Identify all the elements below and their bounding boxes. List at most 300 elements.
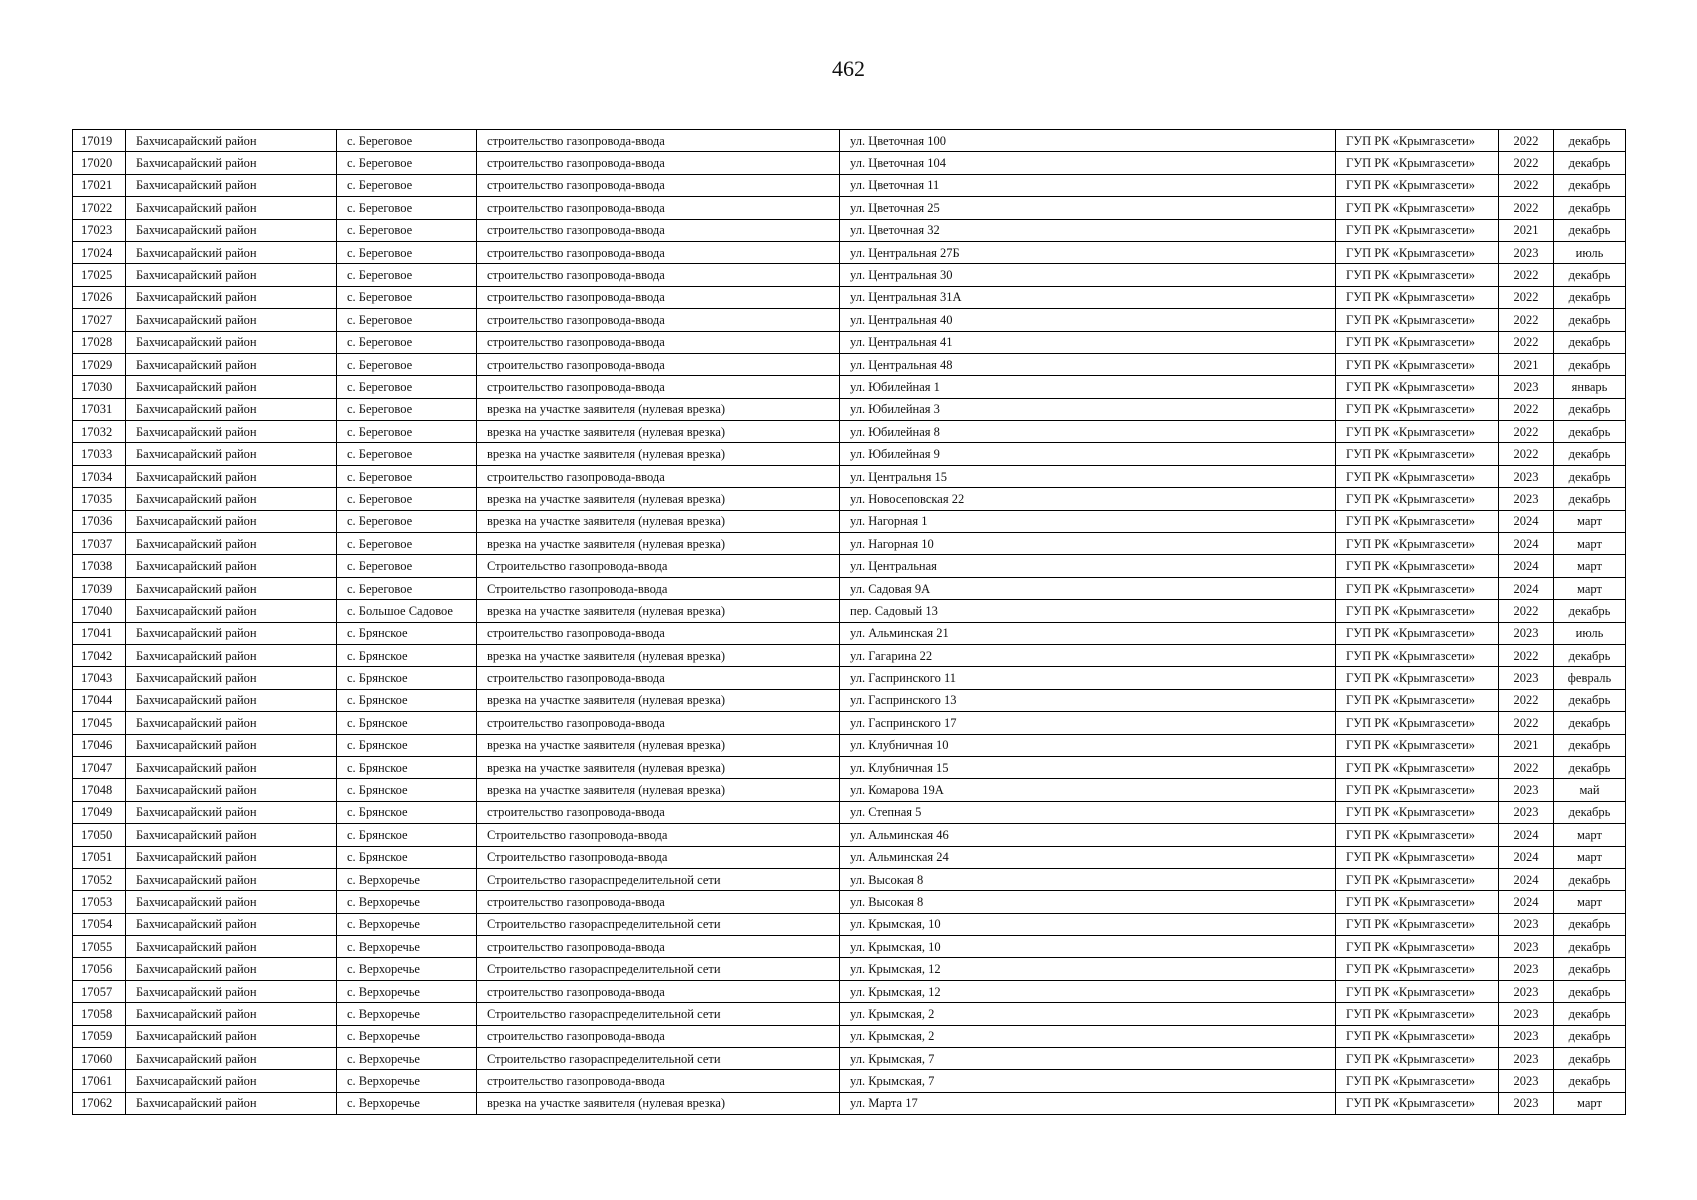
year-cell: 2023 (1499, 667, 1554, 689)
address-cell: ул. Клубничная 10 (840, 734, 1336, 756)
address-cell: ул. Крымская, 2 (840, 1003, 1336, 1025)
address-cell: ул. Гагарина 22 (840, 644, 1336, 666)
settlement-cell: с. Верхоречье (337, 868, 477, 890)
table-row (73, 241, 1626, 263)
row-number-cell: 17037 (73, 533, 126, 555)
table-row (73, 331, 1626, 353)
work-type-cell: строительство газопровода-ввода (477, 264, 840, 286)
row-number-cell: 17026 (73, 286, 126, 308)
table-row (73, 376, 1626, 398)
year-cell: 2023 (1499, 465, 1554, 487)
settlement-cell: с. Брянское (337, 689, 477, 711)
settlement-cell: с. Брянское (337, 756, 477, 778)
organization-cell: ГУП РК «Крымгазсети» (1336, 421, 1499, 443)
gasification-table (72, 129, 1626, 1115)
organization-cell: ГУП РК «Крымгазсети» (1336, 644, 1499, 666)
address-cell: ул. Цветочная 11 (840, 174, 1336, 196)
settlement-cell: с. Брянское (337, 801, 477, 823)
row-number-cell: 17054 (73, 913, 126, 935)
settlement-cell: с. Береговое (337, 533, 477, 555)
month-cell: декабрь (1554, 331, 1626, 353)
district-cell: Бахчисарайский район (126, 1092, 337, 1114)
table-row (73, 197, 1626, 219)
organization-cell: ГУП РК «Крымгазсети» (1336, 980, 1499, 1002)
settlement-cell: с. Береговое (337, 443, 477, 465)
table-row (73, 1070, 1626, 1092)
district-cell: Бахчисарайский район (126, 197, 337, 219)
address-cell: ул. Гаспринского 11 (840, 667, 1336, 689)
address-cell: ул. Центральная 27Б (840, 241, 1336, 263)
table-row (73, 644, 1626, 666)
organization-cell: ГУП РК «Крымгазсети» (1336, 130, 1499, 152)
year-cell: 2023 (1499, 1092, 1554, 1114)
address-cell: ул. Комарова 19А (840, 779, 1336, 801)
settlement-cell: с. Береговое (337, 130, 477, 152)
year-cell: 2022 (1499, 600, 1554, 622)
work-type-cell: врезка на участке заявителя (нулевая врезка) (477, 734, 840, 756)
address-cell: ул. Садовая 9А (840, 577, 1336, 599)
month-cell: декабрь (1554, 1048, 1626, 1070)
work-type-cell: строительство газопровода-ввода (477, 1070, 840, 1092)
month-cell: январь (1554, 376, 1626, 398)
month-cell: декабрь (1554, 1003, 1626, 1025)
month-cell: декабрь (1554, 734, 1626, 756)
district-cell: Бахчисарайский район (126, 756, 337, 778)
month-cell: декабрь (1554, 152, 1626, 174)
address-cell: ул. Юбилейная 3 (840, 398, 1336, 420)
address-cell: ул. Нагорная 1 (840, 510, 1336, 532)
settlement-cell: с. Береговое (337, 465, 477, 487)
district-cell: Бахчисарайский район (126, 600, 337, 622)
table-row (73, 734, 1626, 756)
row-number-cell: 17057 (73, 980, 126, 1002)
row-number-cell: 17032 (73, 421, 126, 443)
month-cell: март (1554, 533, 1626, 555)
work-type-cell: строительство газопровода-ввода (477, 353, 840, 375)
year-cell: 2022 (1499, 286, 1554, 308)
month-cell: декабрь (1554, 644, 1626, 666)
month-cell: март (1554, 555, 1626, 577)
organization-cell: ГУП РК «Крымгазсети» (1336, 936, 1499, 958)
settlement-cell: с. Береговое (337, 376, 477, 398)
address-cell: ул. Гаспринского 17 (840, 712, 1336, 734)
table-row (73, 801, 1626, 823)
month-cell: декабрь (1554, 264, 1626, 286)
row-number-cell: 17048 (73, 779, 126, 801)
address-cell: ул. Центральная (840, 555, 1336, 577)
settlement-cell: с. Верхоречье (337, 891, 477, 913)
organization-cell: ГУП РК «Крымгазсети» (1336, 913, 1499, 935)
district-cell: Бахчисарайский район (126, 286, 337, 308)
address-cell: ул. Центральная 31А (840, 286, 1336, 308)
work-type-cell: врезка на участке заявителя (нулевая врезка) (477, 398, 840, 420)
district-cell: Бахчисарайский район (126, 868, 337, 890)
settlement-cell: с. Верхоречье (337, 1025, 477, 1047)
work-type-cell: Строительство газораспределительной сети (477, 958, 840, 980)
address-cell: ул. Центральная 40 (840, 309, 1336, 331)
month-cell: декабрь (1554, 309, 1626, 331)
organization-cell: ГУП РК «Крымгазсети» (1336, 264, 1499, 286)
month-cell: декабрь (1554, 958, 1626, 980)
table-row (73, 533, 1626, 555)
district-cell: Бахчисарайский район (126, 667, 337, 689)
organization-cell: ГУП РК «Крымгазсети» (1336, 779, 1499, 801)
settlement-cell: с. Береговое (337, 286, 477, 308)
table-container (72, 129, 1626, 1115)
address-cell: ул. Юбилейная 1 (840, 376, 1336, 398)
table-row (73, 421, 1626, 443)
organization-cell: ГУП РК «Крымгазсети» (1336, 1003, 1499, 1025)
year-cell: 2022 (1499, 130, 1554, 152)
settlement-cell: с. Верхоречье (337, 936, 477, 958)
organization-cell: ГУП РК «Крымгазсети» (1336, 510, 1499, 532)
table-row (73, 398, 1626, 420)
row-number-cell: 17034 (73, 465, 126, 487)
work-type-cell: врезка на участке заявителя (нулевая врезка) (477, 533, 840, 555)
table-row (73, 1025, 1626, 1047)
year-cell: 2024 (1499, 824, 1554, 846)
settlement-cell: с. Береговое (337, 174, 477, 196)
organization-cell: ГУП РК «Крымгазсети» (1336, 465, 1499, 487)
address-cell: ул. Крымская, 12 (840, 958, 1336, 980)
table-row (73, 152, 1626, 174)
row-number-cell: 17056 (73, 958, 126, 980)
district-cell: Бахчисарайский район (126, 644, 337, 666)
address-cell: ул. Центральная 48 (840, 353, 1336, 375)
work-type-cell: Строительство газораспределительной сети (477, 1048, 840, 1070)
settlement-cell: с. Береговое (337, 577, 477, 599)
organization-cell: ГУП РК «Крымгазсети» (1336, 712, 1499, 734)
district-cell: Бахчисарайский район (126, 622, 337, 644)
work-type-cell: врезка на участке заявителя (нулевая врезка) (477, 600, 840, 622)
row-number-cell: 17042 (73, 644, 126, 666)
address-cell: ул. Юбилейная 9 (840, 443, 1336, 465)
month-cell: июль (1554, 622, 1626, 644)
year-cell: 2022 (1499, 152, 1554, 174)
work-type-cell: строительство газопровода-ввода (477, 241, 840, 263)
table-row (73, 174, 1626, 196)
row-number-cell: 17020 (73, 152, 126, 174)
row-number-cell: 17041 (73, 622, 126, 644)
table-row (73, 219, 1626, 241)
year-cell: 2023 (1499, 913, 1554, 935)
district-cell: Бахчисарайский район (126, 1003, 337, 1025)
district-cell: Бахчисарайский район (126, 152, 337, 174)
month-cell: июль (1554, 241, 1626, 263)
work-type-cell: Строительство газораспределительной сети (477, 868, 840, 890)
settlement-cell: с. Большое Садовое (337, 600, 477, 622)
district-cell: Бахчисарайский район (126, 443, 337, 465)
table-row (73, 600, 1626, 622)
row-number-cell: 17029 (73, 353, 126, 375)
month-cell: декабрь (1554, 443, 1626, 465)
work-type-cell: строительство газопровода-ввода (477, 712, 840, 734)
organization-cell: ГУП РК «Крымгазсети» (1336, 667, 1499, 689)
row-number-cell: 17030 (73, 376, 126, 398)
settlement-cell: с. Брянское (337, 734, 477, 756)
district-cell: Бахчисарайский район (126, 779, 337, 801)
row-number-cell: 17059 (73, 1025, 126, 1047)
organization-cell: ГУП РК «Крымгазсети» (1336, 600, 1499, 622)
year-cell: 2024 (1499, 533, 1554, 555)
district-cell: Бахчисарайский район (126, 241, 337, 263)
table-row (73, 824, 1626, 846)
work-type-cell: врезка на участке заявителя (нулевая врезка) (477, 510, 840, 532)
year-cell: 2024 (1499, 846, 1554, 868)
table-row (73, 712, 1626, 734)
work-type-cell: строительство газопровода-ввода (477, 1025, 840, 1047)
address-cell: ул. Альминская 46 (840, 824, 1336, 846)
organization-cell: ГУП РК «Крымгазсети» (1336, 241, 1499, 263)
work-type-cell: строительство газопровода-ввода (477, 219, 840, 241)
organization-cell: ГУП РК «Крымгазсети» (1336, 488, 1499, 510)
address-cell: ул. Высокая 8 (840, 891, 1336, 913)
year-cell: 2024 (1499, 891, 1554, 913)
district-cell: Бахчисарайский район (126, 555, 337, 577)
organization-cell: ГУП РК «Крымгазсети» (1336, 443, 1499, 465)
organization-cell: ГУП РК «Крымгазсети» (1336, 555, 1499, 577)
year-cell: 2022 (1499, 309, 1554, 331)
month-cell: декабрь (1554, 488, 1626, 510)
month-cell: декабрь (1554, 801, 1626, 823)
settlement-cell: с. Верхоречье (337, 980, 477, 1002)
district-cell: Бахчисарайский район (126, 913, 337, 935)
address-cell: ул. Центральная 41 (840, 331, 1336, 353)
address-cell: ул. Новосеповская 22 (840, 488, 1336, 510)
table-row (73, 868, 1626, 890)
organization-cell: ГУП РК «Крымгазсети» (1336, 533, 1499, 555)
organization-cell: ГУП РК «Крымгазсети» (1336, 801, 1499, 823)
row-number-cell: 17045 (73, 712, 126, 734)
organization-cell: ГУП РК «Крымгазсети» (1336, 1092, 1499, 1114)
work-type-cell: строительство газопровода-ввода (477, 891, 840, 913)
work-type-cell: врезка на участке заявителя (нулевая врезка) (477, 644, 840, 666)
month-cell: декабрь (1554, 465, 1626, 487)
year-cell: 2022 (1499, 264, 1554, 286)
page-number: 462 (832, 56, 865, 81)
organization-cell: ГУП РК «Крымгазсети» (1336, 868, 1499, 890)
district-cell: Бахчисарайский район (126, 376, 337, 398)
year-cell: 2023 (1499, 1025, 1554, 1047)
address-cell: ул. Степная 5 (840, 801, 1336, 823)
row-number-cell: 17050 (73, 824, 126, 846)
row-number-cell: 17019 (73, 130, 126, 152)
row-number-cell: 17023 (73, 219, 126, 241)
settlement-cell: с. Верхоречье (337, 913, 477, 935)
work-type-cell: строительство газопровода-ввода (477, 152, 840, 174)
row-number-cell: 17031 (73, 398, 126, 420)
month-cell: декабрь (1554, 197, 1626, 219)
work-type-cell: строительство газопровода-ввода (477, 130, 840, 152)
organization-cell: ГУП РК «Крымгазсети» (1336, 376, 1499, 398)
address-cell: ул. Нагорная 10 (840, 533, 1336, 555)
month-cell: декабрь (1554, 353, 1626, 375)
address-cell: ул. Альминская 24 (840, 846, 1336, 868)
district-cell: Бахчисарайский район (126, 510, 337, 532)
district-cell: Бахчисарайский район (126, 801, 337, 823)
table-row (73, 510, 1626, 532)
table-row (73, 309, 1626, 331)
table-row (73, 555, 1626, 577)
month-cell: декабрь (1554, 1070, 1626, 1092)
month-cell: декабрь (1554, 936, 1626, 958)
month-cell: март (1554, 577, 1626, 599)
work-type-cell: врезка на участке заявителя (нулевая врезка) (477, 1092, 840, 1114)
table-row (73, 353, 1626, 375)
organization-cell: ГУП РК «Крымгазсети» (1336, 152, 1499, 174)
month-cell: декабрь (1554, 756, 1626, 778)
year-cell: 2023 (1499, 801, 1554, 823)
year-cell: 2022 (1499, 756, 1554, 778)
row-number-cell: 17038 (73, 555, 126, 577)
address-cell: ул. Центральная 30 (840, 264, 1336, 286)
organization-cell: ГУП РК «Крымгазсети» (1336, 622, 1499, 644)
address-cell: ул. Крымская, 10 (840, 913, 1336, 935)
district-cell: Бахчисарайский район (126, 421, 337, 443)
table-row (73, 689, 1626, 711)
row-number-cell: 17021 (73, 174, 126, 196)
month-cell: декабрь (1554, 868, 1626, 890)
work-type-cell: строительство газопровода-ввода (477, 622, 840, 644)
address-cell: ул. Крымская, 2 (840, 1025, 1336, 1047)
settlement-cell: с. Береговое (337, 488, 477, 510)
settlement-cell: с. Береговое (337, 331, 477, 353)
row-number-cell: 17040 (73, 600, 126, 622)
row-number-cell: 17033 (73, 443, 126, 465)
table-row (73, 286, 1626, 308)
year-cell: 2023 (1499, 1070, 1554, 1092)
table-row (73, 1048, 1626, 1070)
settlement-cell: с. Верхоречье (337, 1003, 477, 1025)
work-type-cell: Строительство газопровода-ввода (477, 555, 840, 577)
month-cell: декабрь (1554, 712, 1626, 734)
address-cell: ул. Цветочная 32 (840, 219, 1336, 241)
row-number-cell: 17044 (73, 689, 126, 711)
year-cell: 2021 (1499, 219, 1554, 241)
table-row (73, 891, 1626, 913)
month-cell: декабрь (1554, 421, 1626, 443)
year-cell: 2023 (1499, 241, 1554, 263)
organization-cell: ГУП РК «Крымгазсети» (1336, 1070, 1499, 1092)
work-type-cell: строительство газопровода-ввода (477, 465, 840, 487)
district-cell: Бахчисарайский район (126, 309, 337, 331)
work-type-cell: строительство газопровода-ввода (477, 376, 840, 398)
year-cell: 2021 (1499, 353, 1554, 375)
work-type-cell: врезка на участке заявителя (нулевая врезка) (477, 421, 840, 443)
row-number-cell: 17024 (73, 241, 126, 263)
district-cell: Бахчисарайский район (126, 824, 337, 846)
address-cell: ул. Цветочная 25 (840, 197, 1336, 219)
year-cell: 2022 (1499, 421, 1554, 443)
year-cell: 2022 (1499, 398, 1554, 420)
address-cell: ул. Марта 17 (840, 1092, 1336, 1114)
table-row (73, 465, 1626, 487)
work-type-cell: врезка на участке заявителя (нулевая врезка) (477, 443, 840, 465)
settlement-cell: с. Береговое (337, 555, 477, 577)
address-cell: ул. Высокая 8 (840, 868, 1336, 890)
year-cell: 2023 (1499, 779, 1554, 801)
settlement-cell: с. Верхоречье (337, 958, 477, 980)
year-cell: 2023 (1499, 980, 1554, 1002)
row-number-cell: 17051 (73, 846, 126, 868)
address-cell: ул. Центральня 15 (840, 465, 1336, 487)
year-cell: 2024 (1499, 868, 1554, 890)
row-number-cell: 17043 (73, 667, 126, 689)
organization-cell: ГУП РК «Крымгазсети» (1336, 331, 1499, 353)
organization-cell: ГУП РК «Крымгазсети» (1336, 846, 1499, 868)
settlement-cell: с. Береговое (337, 353, 477, 375)
table-row (73, 779, 1626, 801)
organization-cell: ГУП РК «Крымгазсети» (1336, 891, 1499, 913)
month-cell: декабрь (1554, 219, 1626, 241)
work-type-cell: строительство газопровода-ввода (477, 309, 840, 331)
month-cell: март (1554, 846, 1626, 868)
table-row (73, 264, 1626, 286)
work-type-cell: врезка на участке заявителя (нулевая врезка) (477, 689, 840, 711)
year-cell: 2023 (1499, 1048, 1554, 1070)
work-type-cell: Строительство газораспределительной сети (477, 913, 840, 935)
work-type-cell: врезка на участке заявителя (нулевая врезка) (477, 756, 840, 778)
year-cell: 2024 (1499, 510, 1554, 532)
year-cell: 2022 (1499, 712, 1554, 734)
row-number-cell: 17039 (73, 577, 126, 599)
table-row (73, 622, 1626, 644)
table-row (73, 1092, 1626, 1114)
settlement-cell: с. Береговое (337, 152, 477, 174)
district-cell: Бахчисарайский район (126, 1070, 337, 1092)
settlement-cell: с. Верхоречье (337, 1048, 477, 1070)
month-cell: декабрь (1554, 600, 1626, 622)
row-number-cell: 17047 (73, 756, 126, 778)
row-number-cell: 17049 (73, 801, 126, 823)
work-type-cell: Строительство газопровода-ввода (477, 577, 840, 599)
address-cell: ул. Альминская 21 (840, 622, 1336, 644)
month-cell: февраль (1554, 667, 1626, 689)
table-row (73, 488, 1626, 510)
district-cell: Бахчисарайский район (126, 577, 337, 599)
organization-cell: ГУП РК «Крымгазсети» (1336, 1048, 1499, 1070)
district-cell: Бахчисарайский район (126, 533, 337, 555)
table-body (73, 130, 1626, 1115)
month-cell: декабрь (1554, 286, 1626, 308)
district-cell: Бахчисарайский район (126, 1025, 337, 1047)
year-cell: 2022 (1499, 644, 1554, 666)
address-cell: ул. Крымская, 10 (840, 936, 1336, 958)
table-row (73, 958, 1626, 980)
district-cell: Бахчисарайский район (126, 689, 337, 711)
work-type-cell: Строительство газораспределительной сети (477, 1003, 840, 1025)
row-number-cell: 17061 (73, 1070, 126, 1092)
year-cell: 2024 (1499, 577, 1554, 599)
year-cell: 2022 (1499, 443, 1554, 465)
month-cell: декабрь (1554, 689, 1626, 711)
year-cell: 2024 (1499, 555, 1554, 577)
year-cell: 2023 (1499, 622, 1554, 644)
year-cell: 2022 (1499, 174, 1554, 196)
district-cell: Бахчисарайский район (126, 465, 337, 487)
district-cell: Бахчисарайский район (126, 398, 337, 420)
year-cell: 2023 (1499, 488, 1554, 510)
table-row (73, 936, 1626, 958)
table-row (73, 913, 1626, 935)
settlement-cell: с. Верхоречье (337, 1092, 477, 1114)
district-cell: Бахчисарайский район (126, 891, 337, 913)
settlement-cell: с. Береговое (337, 309, 477, 331)
row-number-cell: 17060 (73, 1048, 126, 1070)
district-cell: Бахчисарайский район (126, 174, 337, 196)
organization-cell: ГУП РК «Крымгазсети» (1336, 286, 1499, 308)
district-cell: Бахчисарайский район (126, 958, 337, 980)
